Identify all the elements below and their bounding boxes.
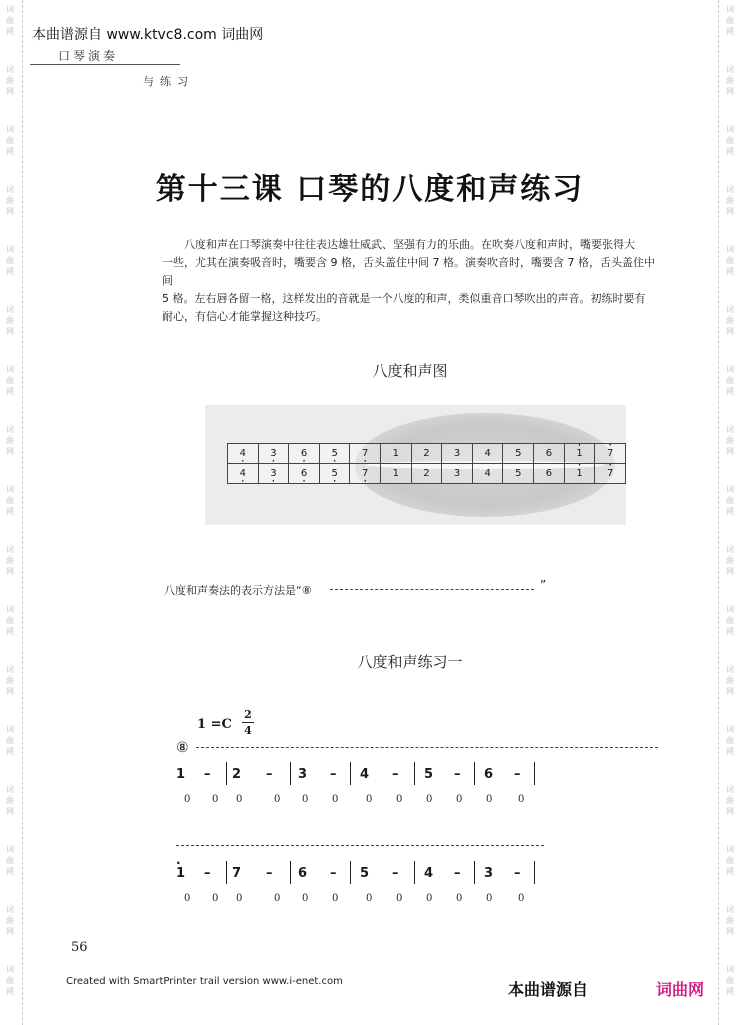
left-margin-line (22, 0, 23, 1025)
watermark-char: 网 (6, 387, 14, 396)
watermark-char: 词 (6, 305, 14, 314)
watermark-char: 词 (726, 5, 734, 14)
time-signature-bar (242, 722, 254, 723)
header-rule (30, 64, 180, 65)
watermark-char: 曲 (6, 256, 14, 265)
watermark-glyphs (2, 424, 18, 457)
watermark-char: 网 (6, 927, 14, 936)
watermark-char: 网 (726, 27, 734, 36)
harmony-marker: 0 (184, 794, 191, 805)
watermark-char: 网 (726, 627, 734, 636)
melody-note: 6 (484, 767, 494, 782)
watermark-glyphs (2, 244, 18, 277)
melody-note: 5 (424, 767, 434, 782)
bar-line (534, 762, 535, 785)
octave-dashed-line-2 (176, 845, 544, 846)
watermark-char: 网 (726, 867, 734, 876)
notation-end-quote: ” (540, 578, 547, 592)
dash-note: – (266, 866, 273, 881)
watermark-char: 网 (6, 867, 14, 876)
hole-note-digit: 3 (453, 448, 461, 459)
dash-note: – (204, 767, 211, 782)
hole-note-digit: 4 (484, 468, 491, 479)
harmony-marker: 0 (456, 893, 463, 904)
watermark-char: 网 (726, 507, 734, 516)
watermark-glyphs (2, 4, 18, 37)
harmony-marker: 0 (332, 893, 339, 904)
watermark-char: 曲 (6, 76, 14, 85)
melody-note: 4 (424, 866, 434, 881)
watermark-char: 词 (6, 965, 14, 974)
watermark-char: 曲 (726, 736, 734, 745)
watermark-char: 网 (726, 687, 734, 696)
hole-note-digit: 5 · (331, 468, 337, 479)
watermark-char: 曲 (726, 616, 734, 625)
watermark-char: 词 (726, 845, 734, 854)
watermark-glyphs (722, 244, 738, 277)
watermark-glyphs (722, 784, 738, 817)
dash-note: – (454, 866, 461, 881)
watermark-glyphs (722, 4, 738, 37)
watermark-char: 词 (726, 545, 734, 554)
watermark-char: 曲 (726, 376, 734, 385)
watermark-char: 网 (6, 627, 14, 636)
header-book-title: 口琴演奏 (58, 49, 119, 63)
bar-line (226, 861, 227, 884)
watermark-char: 词 (726, 965, 734, 974)
watermark-glyphs (722, 424, 738, 457)
bar-line (414, 861, 415, 884)
watermark-char: 曲 (726, 196, 734, 205)
harmony-marker: 0 (518, 893, 525, 904)
hole-note-digit: · 7 (607, 468, 613, 479)
watermark-glyphs (722, 484, 738, 517)
harmony-marker: 0 (486, 893, 493, 904)
left-watermark-strip (2, 0, 18, 1025)
watermark-char: 网 (726, 747, 734, 756)
hole-note (472, 464, 503, 484)
lesson-title: 第十三课 口琴的八度和声练习 (155, 172, 585, 207)
watermark-char: 曲 (726, 556, 734, 565)
watermark-glyphs (2, 964, 18, 997)
watermark-char: 网 (726, 147, 734, 156)
header-source-text: 本曲谱源自 www.ktvc8.com 词曲网 (32, 27, 264, 43)
paragraph-line: 5 格。左右唇各留一格，这样发出的音就是一个八度的和声，类似重音口琴吹出的声音。初练时要有 (162, 292, 646, 305)
hole-note (503, 444, 534, 464)
watermark-char: 网 (726, 387, 734, 396)
watermark-char: 词 (726, 65, 734, 74)
paragraph-line: 耐心，有信心才能掌握这种技巧。 (162, 310, 327, 323)
watermark-char: 词 (6, 785, 14, 794)
hole-note-digit: 4 (484, 448, 491, 459)
hole-note-digit: · 7 (607, 448, 613, 459)
hole-note (534, 444, 565, 464)
melody-note: 5 (360, 866, 370, 881)
harmony-marker: 0 (456, 794, 463, 805)
harmony-marker: 0 (396, 794, 403, 805)
melody-note: 3 (298, 767, 308, 782)
dash-note: – (514, 767, 521, 782)
watermark-glyphs (722, 544, 738, 577)
watermark-char: 词 (726, 905, 734, 914)
harmony-marker: 0 (396, 893, 403, 904)
watermark-char: 词 (726, 485, 734, 494)
footer-created-with: Created with SmartPrinter trail version www.i-enet.com (66, 976, 343, 987)
octave-harmony-diagram (205, 405, 626, 525)
harmony-marker: 0 (236, 893, 243, 904)
hole-note-digit: · 1 (576, 448, 582, 459)
watermark-char: 网 (6, 747, 14, 756)
watermark-char: 词 (726, 785, 734, 794)
watermark-glyphs (2, 604, 18, 637)
watermark-char: 曲 (6, 496, 14, 505)
hole-note (319, 444, 350, 464)
watermark-char: 曲 (726, 676, 734, 685)
watermark-char: 词 (6, 245, 14, 254)
harmony-marker: 0 (302, 893, 309, 904)
hole-note-digit: · 1 (576, 468, 582, 479)
melody-note: 3 (484, 866, 494, 881)
watermark-char: 曲 (6, 16, 14, 25)
footer-source: 本曲谱源自 (508, 980, 589, 999)
octave-dashed-line-1 (196, 747, 658, 748)
watermark-char: 曲 (6, 436, 14, 445)
hole-note (595, 464, 626, 484)
watermark-char: 词 (6, 545, 14, 554)
watermark-glyphs (2, 64, 18, 97)
watermark-char: 曲 (726, 916, 734, 925)
harmony-marker: 0 (518, 794, 525, 805)
watermark-char: 词 (6, 605, 14, 614)
hole-note-digit: 2 (423, 468, 430, 479)
melody-note: 7 (232, 866, 242, 881)
page-number: 56 (71, 940, 88, 955)
time-signature (242, 708, 254, 737)
bar-line (474, 861, 475, 884)
harmony-marker: 0 (184, 893, 191, 904)
watermark-char: 词 (6, 185, 14, 194)
harmony-marker: 0 (274, 794, 281, 805)
watermark-char: 词 (726, 305, 734, 314)
watermark-char: 曲 (726, 796, 734, 805)
harmony-marker: 0 (366, 794, 373, 805)
watermark-char: 词 (726, 605, 734, 614)
harmony-marker: 0 (274, 893, 281, 904)
hole-note (534, 464, 565, 484)
watermark-char: 曲 (6, 916, 14, 925)
watermark-char: 网 (6, 327, 14, 336)
watermark-glyphs (2, 784, 18, 817)
dash-note: – (392, 866, 399, 881)
hole-note (289, 444, 320, 464)
watermark-char: 词 (726, 125, 734, 134)
hole-note-digit: 7 · (362, 448, 368, 459)
bar-line (290, 861, 291, 884)
hole-note-digit: 1 (392, 448, 400, 459)
watermark-char: 词 (726, 425, 734, 434)
hole-note (472, 444, 503, 464)
hole-note-digit: 5 (515, 468, 522, 479)
time-signature-bottom: 4 (244, 724, 252, 737)
watermark-char: 曲 (6, 376, 14, 385)
notation-dashed-line (330, 589, 534, 590)
watermark-char: 网 (6, 567, 14, 576)
watermark-char: 词 (726, 365, 734, 374)
watermark-char: 曲 (6, 676, 14, 685)
watermark-char: 词 (6, 845, 14, 854)
right-watermark-strip (722, 0, 738, 1025)
watermark-char: 曲 (726, 316, 734, 325)
watermark-char: 网 (6, 147, 14, 156)
hole-note-digit: 5 · (331, 448, 337, 459)
harmony-marker: 0 (426, 893, 433, 904)
hole-note-digit: 6 (545, 468, 553, 479)
harmony-marker: 0 (212, 794, 219, 805)
harmonica-hole-grid (227, 443, 626, 484)
hole-note-digit: 2 (423, 448, 430, 459)
hole-note-digit: 6 · (301, 468, 307, 479)
watermark-glyphs (722, 964, 738, 997)
hole-note-digit: 5 (515, 448, 522, 459)
paragraph-line: 一些，尤其在演奏吸音时，嘴要含 9 格，舌头盖住中间 7 格。演奏吹音时，嘴要含 7 格，舌头盖住中间 (162, 256, 655, 287)
harmony-marker: 0 (302, 794, 309, 805)
hole-note-digit: 3 (453, 468, 461, 479)
header-book-subtitle: 与练习 (143, 75, 194, 88)
watermark-glyphs (722, 304, 738, 337)
watermark-char: 网 (6, 27, 14, 36)
watermark-glyphs (2, 904, 18, 937)
harmony-marker: 0 (486, 794, 493, 805)
lesson-paragraph (162, 236, 662, 326)
melody-note: 6 (298, 866, 308, 881)
watermark-char: 曲 (6, 796, 14, 805)
hole-note (442, 444, 473, 464)
watermark-char: 词 (726, 185, 734, 194)
watermark-glyphs (722, 124, 738, 157)
key-signature: 1 =C (197, 717, 232, 732)
watermark-char: 曲 (726, 436, 734, 445)
harmony-marker: 0 (332, 794, 339, 805)
hole-note (564, 464, 595, 484)
hole-note-digit: 4 · (240, 448, 246, 459)
hole-note-digit: 4 · (240, 468, 246, 479)
footer-site-name: 词曲网 (656, 980, 705, 999)
watermark-char: 网 (726, 927, 734, 936)
watermark-char: 网 (726, 87, 734, 96)
watermark-char: 曲 (6, 316, 14, 325)
watermark-glyphs (722, 724, 738, 757)
watermark-char: 网 (726, 447, 734, 456)
watermark-char: 曲 (726, 16, 734, 25)
watermark-char: 曲 (726, 136, 734, 145)
watermark-glyphs (2, 484, 18, 517)
dash-note: – (392, 767, 399, 782)
watermark-char: 网 (6, 807, 14, 816)
hole-note-digit: 6 (545, 448, 553, 459)
watermark-char: 曲 (6, 976, 14, 985)
time-signature-top: 2 (244, 708, 252, 721)
hole-note (228, 444, 259, 464)
watermark-glyphs (722, 64, 738, 97)
harmony-marker: 0 (212, 893, 219, 904)
dash-note: – (330, 866, 337, 881)
watermark-char: 网 (726, 207, 734, 216)
hole-note-digit: 7 · (362, 468, 368, 479)
hole-note-digit: 6 · (301, 448, 307, 459)
hole-note (411, 464, 442, 484)
bar-line (226, 762, 227, 785)
harmony-marker: 0 (236, 794, 243, 805)
watermark-glyphs (722, 844, 738, 877)
melody-note: 2 (232, 767, 242, 782)
harmony-marker: 0 (366, 893, 373, 904)
octave-mark: ⑧ (176, 740, 189, 756)
watermark-char: 词 (6, 425, 14, 434)
exercise-title: 八度和声练习一 (357, 653, 463, 671)
watermark-char: 词 (6, 65, 14, 74)
right-margin-line (718, 0, 719, 1025)
watermark-char: 曲 (726, 856, 734, 865)
bar-line (290, 762, 291, 785)
bar-line (350, 861, 351, 884)
hole-note (258, 444, 289, 464)
watermark-char: 曲 (726, 496, 734, 505)
watermark-char: 网 (726, 267, 734, 276)
watermark-glyphs (2, 544, 18, 577)
watermark-char: 词 (726, 665, 734, 674)
harmony-marker: 0 (426, 794, 433, 805)
watermark-char: 词 (6, 125, 14, 134)
hole-note (442, 464, 473, 484)
watermark-char: 网 (726, 567, 734, 576)
bar-line (534, 861, 535, 884)
dash-note: – (330, 767, 337, 782)
dash-note: – (204, 866, 211, 881)
hole-note (503, 464, 534, 484)
bar-line (474, 762, 475, 785)
watermark-glyphs (2, 724, 18, 757)
hole-note (381, 464, 412, 484)
watermark-char: 网 (6, 267, 14, 276)
watermark-char: 网 (6, 507, 14, 516)
hole-note-digit: 1 (392, 468, 400, 479)
watermark-glyphs (2, 304, 18, 337)
watermark-char: 曲 (726, 76, 734, 85)
hole-note (381, 444, 412, 464)
watermark-char: 词 (726, 245, 734, 254)
bar-line (350, 762, 351, 785)
watermark-char: 曲 (726, 256, 734, 265)
hole-note-digit: 3 · (270, 468, 276, 479)
melody-note: · 1 (176, 866, 185, 881)
watermark-char: 网 (726, 327, 734, 336)
watermark-char: 词 (6, 905, 14, 914)
melody-note: 1 (176, 767, 186, 782)
watermark-char: 词 (6, 365, 14, 374)
watermark-char: 曲 (6, 556, 14, 565)
diagram-title: 八度和声图 (372, 362, 448, 380)
watermark-char: 网 (6, 447, 14, 456)
watermark-char: 词 (6, 5, 14, 14)
watermark-char: 词 (726, 725, 734, 734)
watermark-char: 词 (6, 485, 14, 494)
watermark-char: 曲 (6, 616, 14, 625)
watermark-char: 曲 (6, 856, 14, 865)
watermark-char: 词 (6, 665, 14, 674)
watermark-char: 词 (6, 725, 14, 734)
watermark-glyphs (2, 844, 18, 877)
hole-note (411, 444, 442, 464)
dash-note: – (454, 767, 461, 782)
bar-line (414, 762, 415, 785)
watermark-glyphs (722, 904, 738, 937)
watermark-char: 曲 (6, 196, 14, 205)
watermark-char: 曲 (726, 976, 734, 985)
watermark-char: 曲 (6, 136, 14, 145)
dash-note: – (514, 866, 521, 881)
watermark-glyphs (722, 604, 738, 637)
hole-note (350, 444, 381, 464)
watermark-char: 网 (6, 207, 14, 216)
watermark-char: 网 (726, 987, 734, 996)
watermark-char: 网 (6, 87, 14, 96)
watermark-char: 网 (726, 807, 734, 816)
hole-note-digit: 3 · (270, 448, 276, 459)
watermark-char: 网 (6, 987, 14, 996)
watermark-char: 曲 (6, 736, 14, 745)
watermark-glyphs (2, 124, 18, 157)
melody-note: 4 (360, 767, 370, 782)
watermark-char: 网 (6, 687, 14, 696)
paragraph-line: 八度和声在口琴演奏中往往表达雄壮威武、坚强有力的乐曲。在吹奏八度和声时，嘴要张得大 (184, 238, 635, 251)
notation-explanation: 八度和声奏法的表示方法是“⑧ (164, 584, 312, 597)
dash-note: – (266, 767, 273, 782)
